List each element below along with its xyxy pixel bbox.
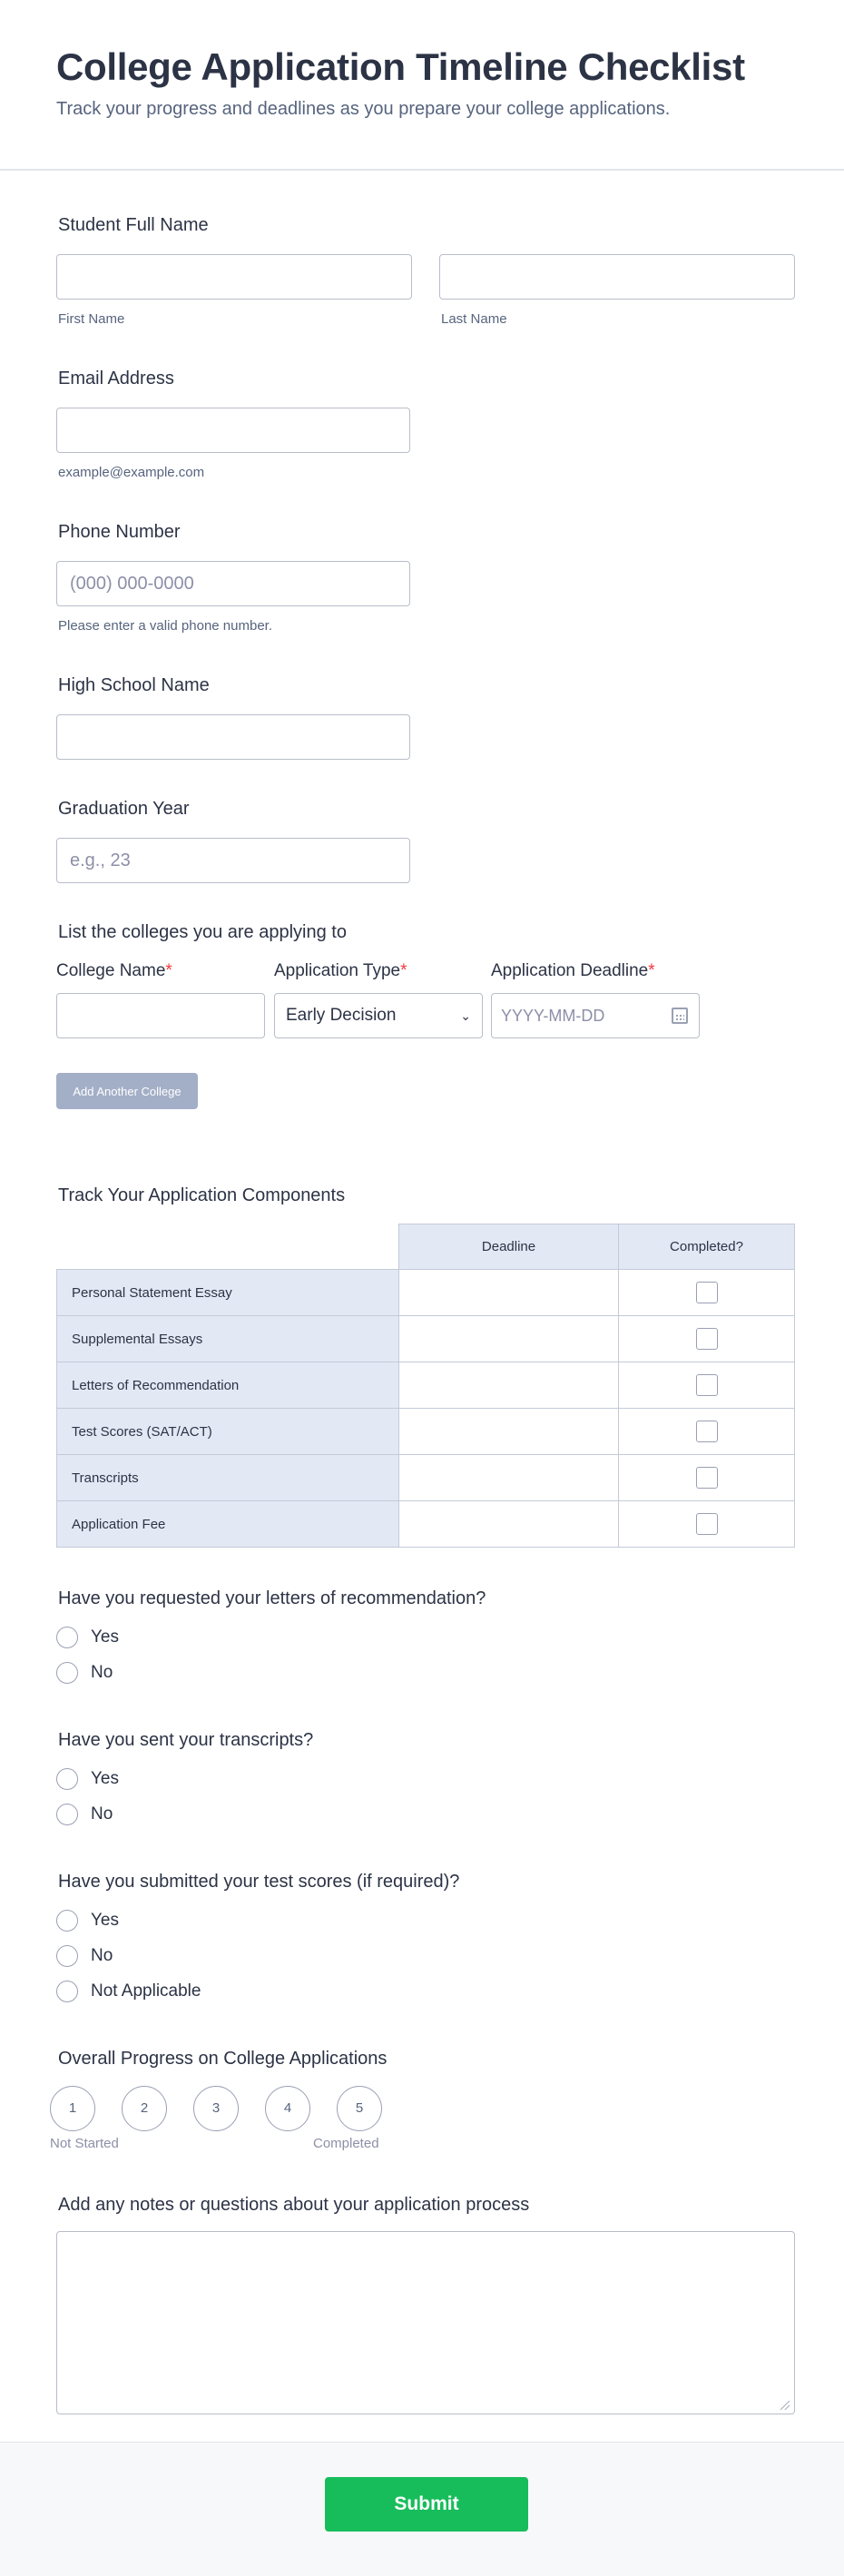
components-table (56, 1224, 795, 1548)
radio-label: Yes (91, 1627, 119, 1647)
completed-checkbox[interactable] (696, 1421, 718, 1442)
scale-low-caption: Not Started (50, 2136, 119, 2151)
radio-label: Yes (91, 1911, 119, 1930)
completed-cell (619, 1316, 795, 1362)
page-subtitle: Track your progress and deadlines as you prepare your college applications. (56, 99, 671, 119)
completed-checkbox[interactable] (696, 1513, 718, 1535)
radio-label: Yes (91, 1769, 119, 1788)
row-label: Test Scores (SAT/ACT) (57, 1409, 399, 1455)
completed-column-header: Completed? (619, 1224, 795, 1270)
radio-button[interactable] (56, 1981, 78, 2002)
application-deadline-column-label: Application Deadline* (491, 961, 655, 980)
first-name-sublabel: First Name (58, 311, 125, 327)
transcripts-question-label: Have you sent your transcripts? (58, 1730, 314, 1750)
radio-label: No (91, 1946, 113, 1965)
scale-high-caption: Completed (313, 2136, 379, 2151)
required-mark: * (400, 961, 407, 980)
completed-cell (619, 1270, 795, 1316)
radio-label: Not Applicable (91, 1981, 201, 2001)
page-title: College Application Timeline Checklist (56, 45, 745, 88)
radio-button[interactable] (56, 1910, 78, 1932)
deadline-cell[interactable] (399, 1501, 619, 1548)
row-label: Supplemental Essays (57, 1316, 399, 1362)
completed-checkbox[interactable] (696, 1467, 718, 1489)
table-row (57, 1316, 795, 1362)
phone-input[interactable] (56, 561, 410, 606)
deadline-cell[interactable] (399, 1362, 619, 1409)
graduation-year-input[interactable] (56, 838, 410, 883)
components-label: Track Your Application Components (58, 1185, 346, 1205)
notes-label: Add any notes or questions about your application process (58, 2195, 530, 2215)
scale-option-2[interactable]: 2 (122, 2086, 167, 2131)
radio-label: No (91, 1663, 113, 1682)
submit-button[interactable]: Submit (325, 2477, 528, 2532)
table-row (57, 1270, 795, 1316)
college-name-input[interactable] (56, 993, 265, 1038)
required-mark: * (648, 961, 655, 980)
deadline-cell[interactable] (399, 1455, 619, 1501)
table-header-row (57, 1224, 795, 1270)
scale-option-3[interactable]: 3 (193, 2086, 239, 2131)
row-label: Transcripts (57, 1455, 399, 1501)
deadline-cell[interactable] (399, 1270, 619, 1316)
email-label: Email Address (58, 369, 174, 388)
chevron-down-icon: ⌄ (460, 1008, 471, 1023)
phone-sublabel: Please enter a valid phone number. (58, 618, 272, 634)
radio-label: No (91, 1804, 113, 1824)
row-label: Personal Statement Essay (57, 1270, 399, 1316)
radio-button[interactable] (56, 1627, 78, 1648)
row-label: Letters of Recommendation (57, 1362, 399, 1409)
resize-handle-icon[interactable] (780, 2401, 790, 2410)
email-input[interactable] (56, 408, 410, 453)
form-header (0, 0, 844, 171)
table-corner (57, 1224, 399, 1270)
scale-option-1[interactable]: 1 (50, 2086, 95, 2131)
completed-cell (619, 1501, 795, 1548)
email-sublabel: example@example.com (58, 465, 205, 480)
notes-textarea[interactable] (56, 2231, 795, 2414)
table-row (57, 1409, 795, 1455)
scale-option-4[interactable]: 4 (265, 2086, 310, 2131)
phone-label: Phone Number (58, 522, 181, 542)
completed-cell (619, 1362, 795, 1409)
high-school-label: High School Name (58, 675, 210, 695)
application-deadline-input[interactable] (491, 993, 700, 1038)
required-mark: * (165, 961, 172, 980)
college-name-column-label: College Name* (56, 961, 172, 980)
last-name-input[interactable] (439, 254, 795, 300)
deadline-cell[interactable] (399, 1316, 619, 1362)
completed-cell (619, 1409, 795, 1455)
calendar-icon[interactable] (672, 1008, 688, 1024)
table-row (57, 1455, 795, 1501)
deadline-placeholder: YYYY-MM-DD (501, 1007, 605, 1025)
completed-checkbox[interactable] (696, 1328, 718, 1350)
scale-option-5[interactable]: 5 (337, 2086, 382, 2131)
first-name-input[interactable] (56, 254, 412, 300)
completed-checkbox[interactable] (696, 1282, 718, 1303)
radio-button[interactable] (56, 1768, 78, 1790)
colleges-label: List the colleges you are applying to (58, 922, 347, 942)
application-type-select[interactable] (274, 993, 483, 1038)
completed-checkbox[interactable] (696, 1374, 718, 1396)
row-label: Application Fee (57, 1501, 399, 1548)
scores-question-label: Have you submitted your test scores (if required)? (58, 1872, 460, 1892)
application-type-value: Early Decision (286, 1006, 397, 1025)
radio-button[interactable] (56, 1804, 78, 1825)
letters-question-label: Have you requested your letters of recommendation? (58, 1588, 486, 1608)
deadline-column-header: Deadline (399, 1224, 619, 1270)
progress-label: Overall Progress on College Applications (58, 2049, 388, 2069)
student-name-label: Student Full Name (58, 215, 209, 235)
high-school-input[interactable] (56, 714, 410, 760)
completed-cell (619, 1455, 795, 1501)
application-type-column-label: Application Type* (274, 961, 407, 980)
add-another-college-button[interactable]: Add Another College (56, 1073, 198, 1109)
table-row (57, 1362, 795, 1409)
radio-button[interactable] (56, 1945, 78, 1967)
last-name-sublabel: Last Name (441, 311, 507, 327)
radio-button[interactable] (56, 1662, 78, 1684)
deadline-cell[interactable] (399, 1409, 619, 1455)
form-footer (0, 2442, 844, 2576)
graduation-year-label: Graduation Year (58, 799, 190, 819)
table-row (57, 1501, 795, 1548)
